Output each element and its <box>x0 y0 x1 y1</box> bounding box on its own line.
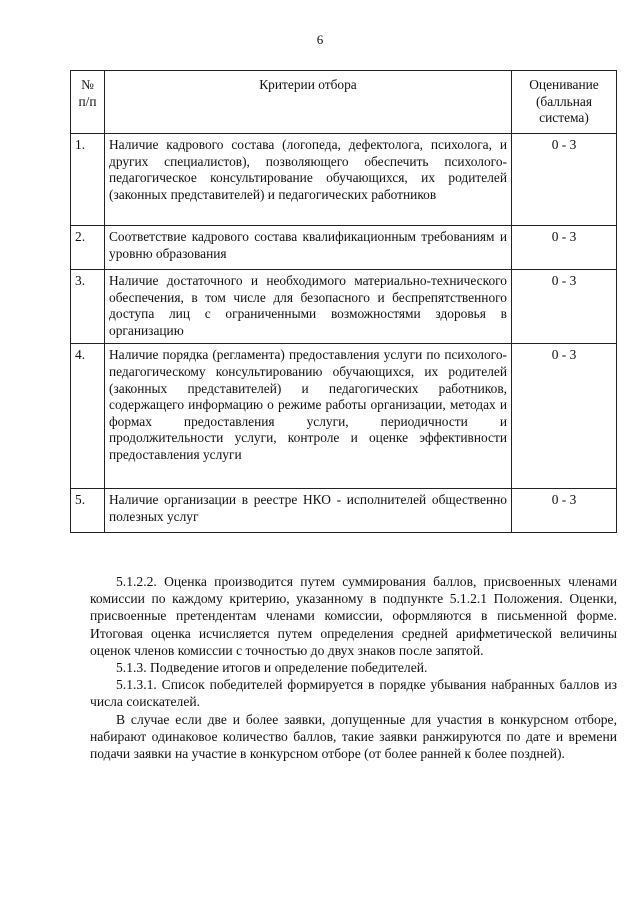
page-number: 6 <box>316 32 324 47</box>
row-criteria: Наличие кадрового состава (логопеда, дефектолога, психолога, и других специалистов), позволяющего обеспечить психолого-педагогическое консультирование обучающихся, их родителей (законных представителей) и педагогических работников <box>105 134 512 226</box>
row-criteria: Соответствие кадрового состава квалификационным требованиям и уровню образования <box>105 226 512 270</box>
header-num: № п/п <box>71 71 105 134</box>
header-criteria: Критерии отбора <box>105 71 512 134</box>
body-text <box>90 573 617 762</box>
row-score: 0 - 3 <box>512 344 617 489</box>
paragraph-5-1-2-2: 5.1.2.2. Оценка производится путем суммирования баллов, присвоенных членами комиссии по каждому критерию, указанному в подпункте 5.1.2.1 Положения. Оценки, присвоенные претендентам членами комиссии, оформляются в письменной форме. Итоговая оценка исчисляется путем определения средней арифметической величины оценок членов комиссии с точностью до двух знаков после запятой. <box>90 574 617 658</box>
paragraph-tie-rule: В случае если две и более заявки, допущенные для участия в конкурсном отборе, набирают одинаковое количество баллов, такие заявки ранжируются по дате и времени подачи заявки на участие в конкурсном отборе (от более ранней к более поздней). <box>90 711 617 762</box>
row-criteria: Наличие порядка (регламента) предоставления услуги по психолого-педагогическому консультированию обучающихся, их родителей (законных представителей) и педагогических работников, содержащего информацию о режиме работы организации, методах и формах предоставления услуги, периодичности и продолжительности услуги, контроле и оценке эффективности предоставления услуги <box>105 344 512 489</box>
paragraph-5-1-3: 5.1.3. Подведение итогов и определение победителей. <box>116 660 428 676</box>
table-row <box>71 489 617 533</box>
row-num: 5. <box>71 489 105 533</box>
row-score: 0 - 3 <box>512 489 617 533</box>
row-criteria: Наличие достаточного и необходимого материально-технического обеспечения, в том числе для безопасного и беспрепятственного доступа лиц с ограниченными возможностями здоровья в организацию <box>105 270 512 344</box>
row-num: 4. <box>71 344 105 489</box>
table-header-row <box>71 71 617 134</box>
row-num: 2. <box>71 226 105 270</box>
row-num: 1. <box>71 134 105 226</box>
row-num: 3. <box>71 270 105 344</box>
table-row <box>71 344 617 489</box>
row-criteria: Наличие организации в реестре НКО - исполнителей общественно полезных услуг <box>105 489 512 533</box>
row-score: 0 - 3 <box>512 226 617 270</box>
criteria-table <box>70 70 617 533</box>
row-score: 0 - 3 <box>512 270 617 344</box>
paragraph-5-1-3-1: 5.1.3.1. Список победителей формируется в порядке убывания набранных баллов из числа соискателей. <box>90 677 617 710</box>
table-row <box>71 270 617 344</box>
row-score: 0 - 3 <box>512 134 617 226</box>
table-row <box>71 134 617 226</box>
header-score: Оценивание (балльная система) <box>512 71 617 134</box>
table-row <box>71 226 617 270</box>
